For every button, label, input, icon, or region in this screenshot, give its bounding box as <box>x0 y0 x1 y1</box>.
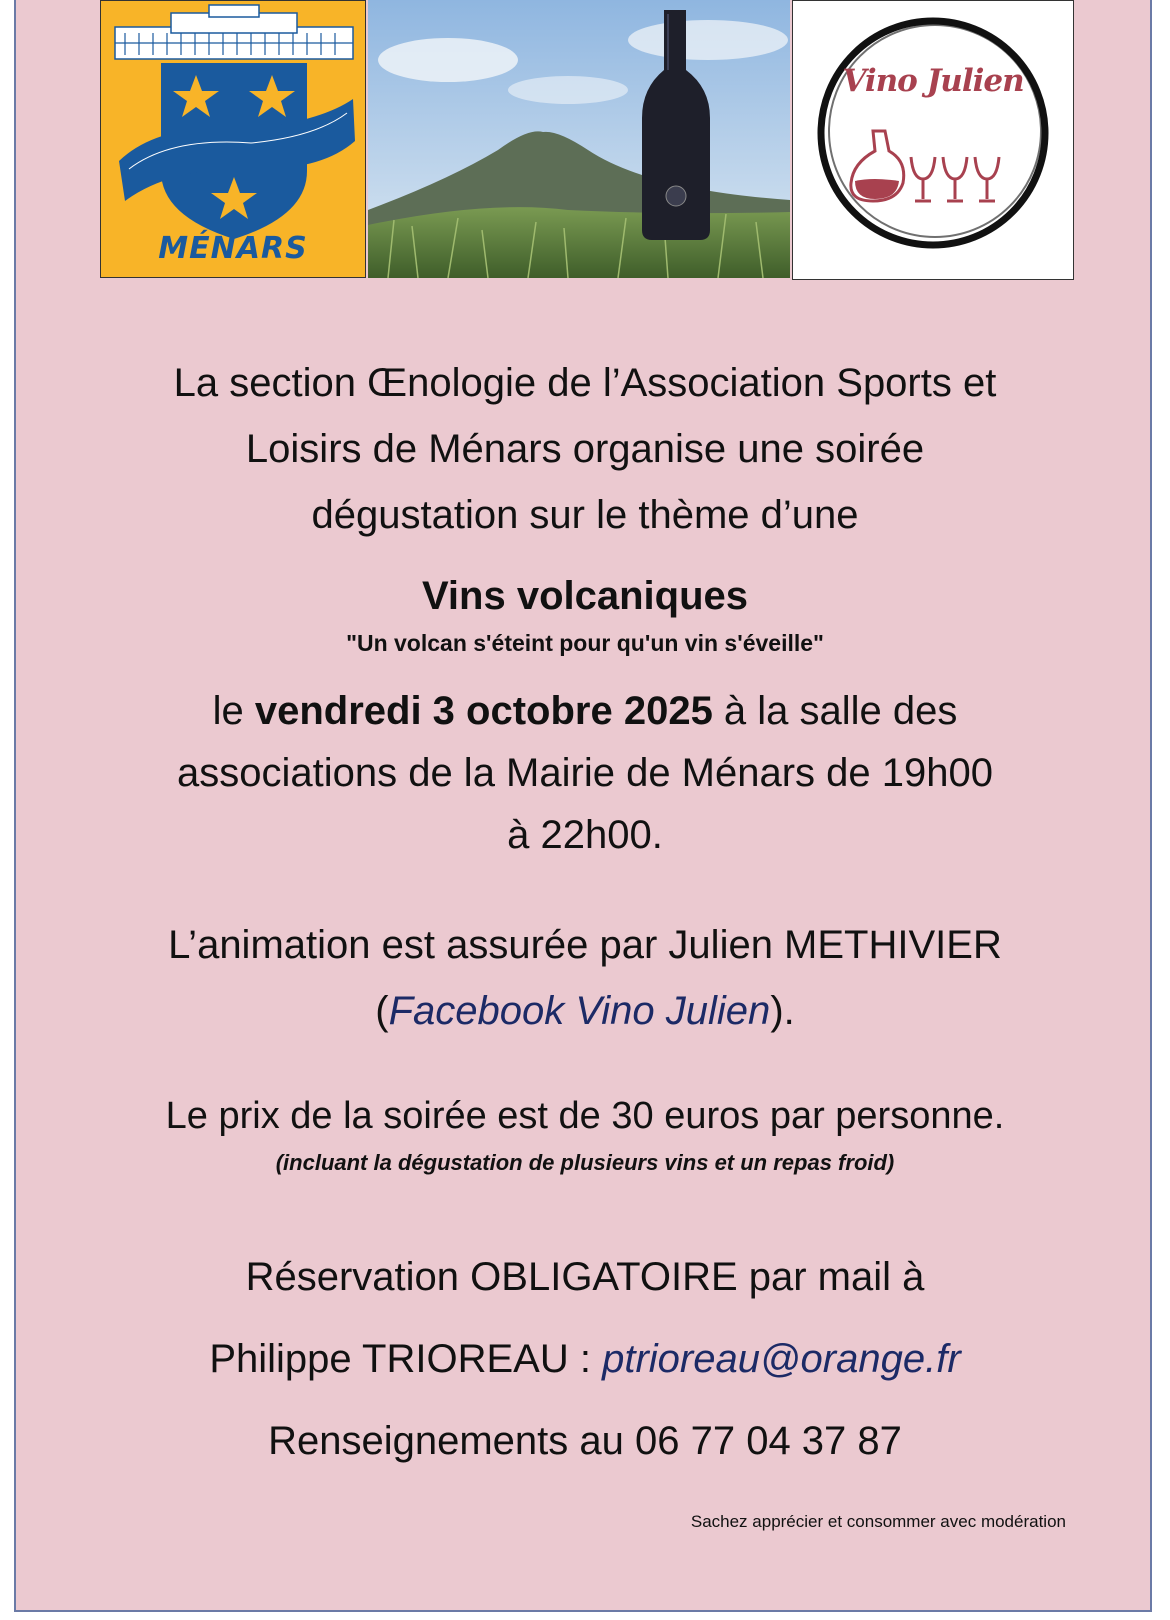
animation-close-paren: ). <box>770 989 795 1033</box>
facebook-link[interactable]: Facebook Vino Julien <box>388 989 771 1033</box>
event-line-2: associations de la Mairie de Ménars de 19h00 <box>176 751 994 795</box>
event-line-3: à 22h00. <box>507 813 663 857</box>
theme-quote: "Un volcan s'éteint pour qu'un vin s'éveille" <box>346 630 824 656</box>
animation-line-2 <box>16 978 1154 1044</box>
price-text: Le prix de la soirée est de 30 euros par personne. <box>165 1095 1005 1137</box>
intro-paragraph <box>16 350 1154 548</box>
vino-julien-logo-graphic <box>793 1 1074 280</box>
event-details <box>16 680 1154 866</box>
animation-open-paren: ( <box>375 989 389 1033</box>
theme-title: Vins volcaniques <box>421 574 749 618</box>
reservation-email-link[interactable]: ptrioreau@orange.fr <box>602 1337 961 1381</box>
reservation-line-1: Réservation OBLIGATOIRE par mail à <box>245 1255 925 1299</box>
event-line1-suffix: à la salle des <box>712 689 958 733</box>
moderation-disclaimer: Sachez apprécier et consommer avec modération <box>690 1512 1066 1531</box>
volcano-wine-photo-graphic <box>368 0 790 278</box>
reservation-contact-name: Philippe TRIOREAU : <box>209 1337 603 1381</box>
association-city-name: MÉNARS <box>158 231 308 266</box>
event-prefix: le <box>212 689 255 733</box>
event-line-1 <box>16 680 1154 742</box>
intro-line-1: La section Œnologie de l’Association Sports et <box>173 361 997 405</box>
animation-line-1: L’animation est assurée par Julien METHIVIER <box>168 923 1002 967</box>
price-note: (incluant la dégustation de plusieurs vins et un repas froid) <box>275 1150 895 1175</box>
poster <box>14 0 1152 1612</box>
reservation-info-phone: Renseignements au 06 77 04 37 87 <box>268 1419 902 1463</box>
vino-julien-logo <box>792 0 1074 280</box>
animation-paragraph <box>16 912 1154 1044</box>
intro-line-2: Loisirs de Ménars organise une soirée <box>245 427 925 471</box>
volcano-wine-photo <box>368 0 790 278</box>
intro-line-3: dégustation sur le thème d’une <box>311 493 859 537</box>
association-logo <box>100 0 366 278</box>
event-date: vendredi 3 octobre 2025 <box>254 689 713 733</box>
reservation-block <box>16 1236 1154 1482</box>
reservation-line-2 <box>16 1318 1154 1400</box>
vino-julien-logo-text: Vino Julien <box>842 63 1024 99</box>
